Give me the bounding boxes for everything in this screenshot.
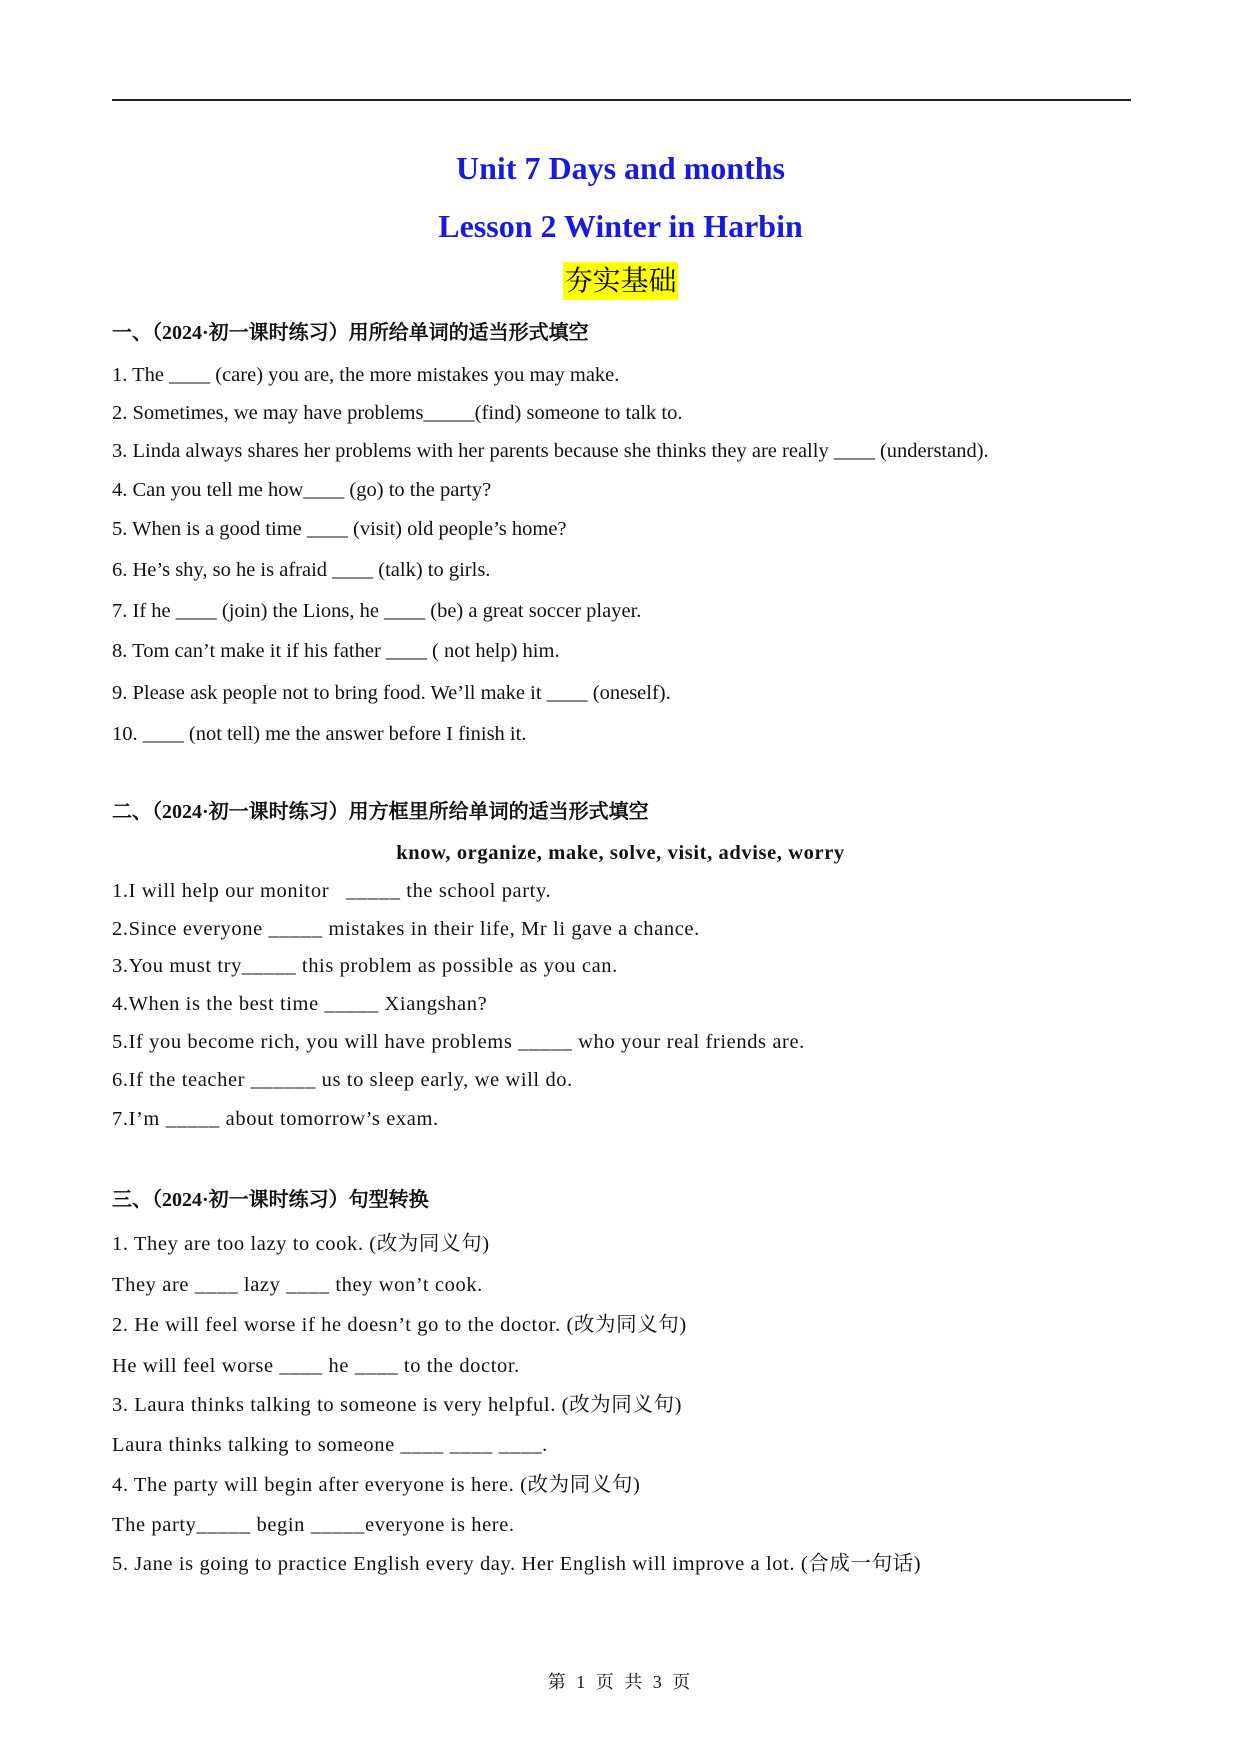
section1-heading: 一、（2024·初一课时练习）用所给单词的适当形式填空 (112, 322, 589, 344)
section2-item: 6.If the teacher ______ us to sleep early, we will do. (112, 1069, 573, 1091)
section3-heading: 三、（2024·初一课时练习）句型转换 (112, 1189, 429, 1211)
word-box: know, organize, make, solve, visit, advise, worry (396, 842, 845, 864)
section3-item: 5. Jane is going to practice English every day. Her English will improve a lot. (合成一句话) (112, 1553, 922, 1575)
highlight-tag: 夯实基础 (563, 262, 677, 300)
section1-item: 4. Can you tell me how____ (go) to the party? (112, 479, 492, 501)
section1-item: 8. Tom can’t make it if his father ____ ( not help) him. (112, 640, 560, 662)
header-rule (112, 99, 1131, 101)
lesson-subtitle: Lesson 2 Winter in Harbin (438, 208, 803, 244)
section2-item: 2.Since everyone _____ mistakes in their life, Mr li gave a chance. (112, 918, 700, 940)
section1-item: 7. If he ____ (join) the Lions, he ____ (be) a great soccer player. (112, 600, 642, 622)
section2-heading: 二、（2024·初一课时练习）用方框里所给单词的适当形式填空 (112, 801, 649, 823)
section1-item: 5. When is a good time ____ (visit) old people’s home? (112, 518, 567, 540)
section1-item: 2. Sometimes, we may have problems_____(find) someone to talk to. (112, 402, 683, 424)
section3-item: 2. He will feel worse if he doesn’t go to the doctor. (改为同义句) (112, 1314, 687, 1336)
page-number: 第 1 页 共 3 页 (547, 1672, 694, 1692)
section3-item: He will feel worse ____ he ____ to the doctor. (112, 1355, 520, 1377)
section3-item: 4. The party will begin after everyone is here. (改为同义句) (112, 1474, 641, 1496)
section1-item: 10. ____ (not tell) me the answer before I finish it. (112, 723, 527, 745)
section3-item: 3. Laura thinks talking to someone is very helpful. (改为同义句) (112, 1394, 683, 1416)
section2-item: 7.I’m _____ about tomorrow’s exam. (112, 1108, 439, 1130)
section2-item: 4.When is the best time _____ Xiangshan? (112, 993, 488, 1015)
section3-item: Laura thinks talking to someone ____ ____ ____. (112, 1434, 548, 1456)
section2-item: 1.I will help our monitor _____ the school party. (112, 880, 552, 902)
page-title: Unit 7 Days and months (456, 150, 785, 186)
section1-item: 1. The ____ (care) you are, the more mistakes you may make. (112, 364, 620, 386)
section1-item: 3. Linda always shares her problems with her parents because she thinks they are really ____ (understand). (112, 440, 989, 462)
section3-item: They are ____ lazy ____ they won’t cook. (112, 1274, 483, 1296)
section1-item: 9. Please ask people not to bring food. We’ll make it ____ (oneself). (112, 682, 671, 704)
tag-container (0, 262, 1241, 300)
section1-item: 6. He’s shy, so he is afraid ____ (talk) to girls. (112, 559, 491, 581)
section2-item: 3.You must try_____ this problem as possible as you can. (112, 955, 618, 977)
section3-item: The party_____ begin _____everyone is here. (112, 1514, 515, 1536)
section3-item: 1. They are too lazy to cook. (改为同义句) (112, 1233, 490, 1255)
section2-item: 5.If you become rich, you will have problems _____ who your real friends are. (112, 1031, 805, 1053)
